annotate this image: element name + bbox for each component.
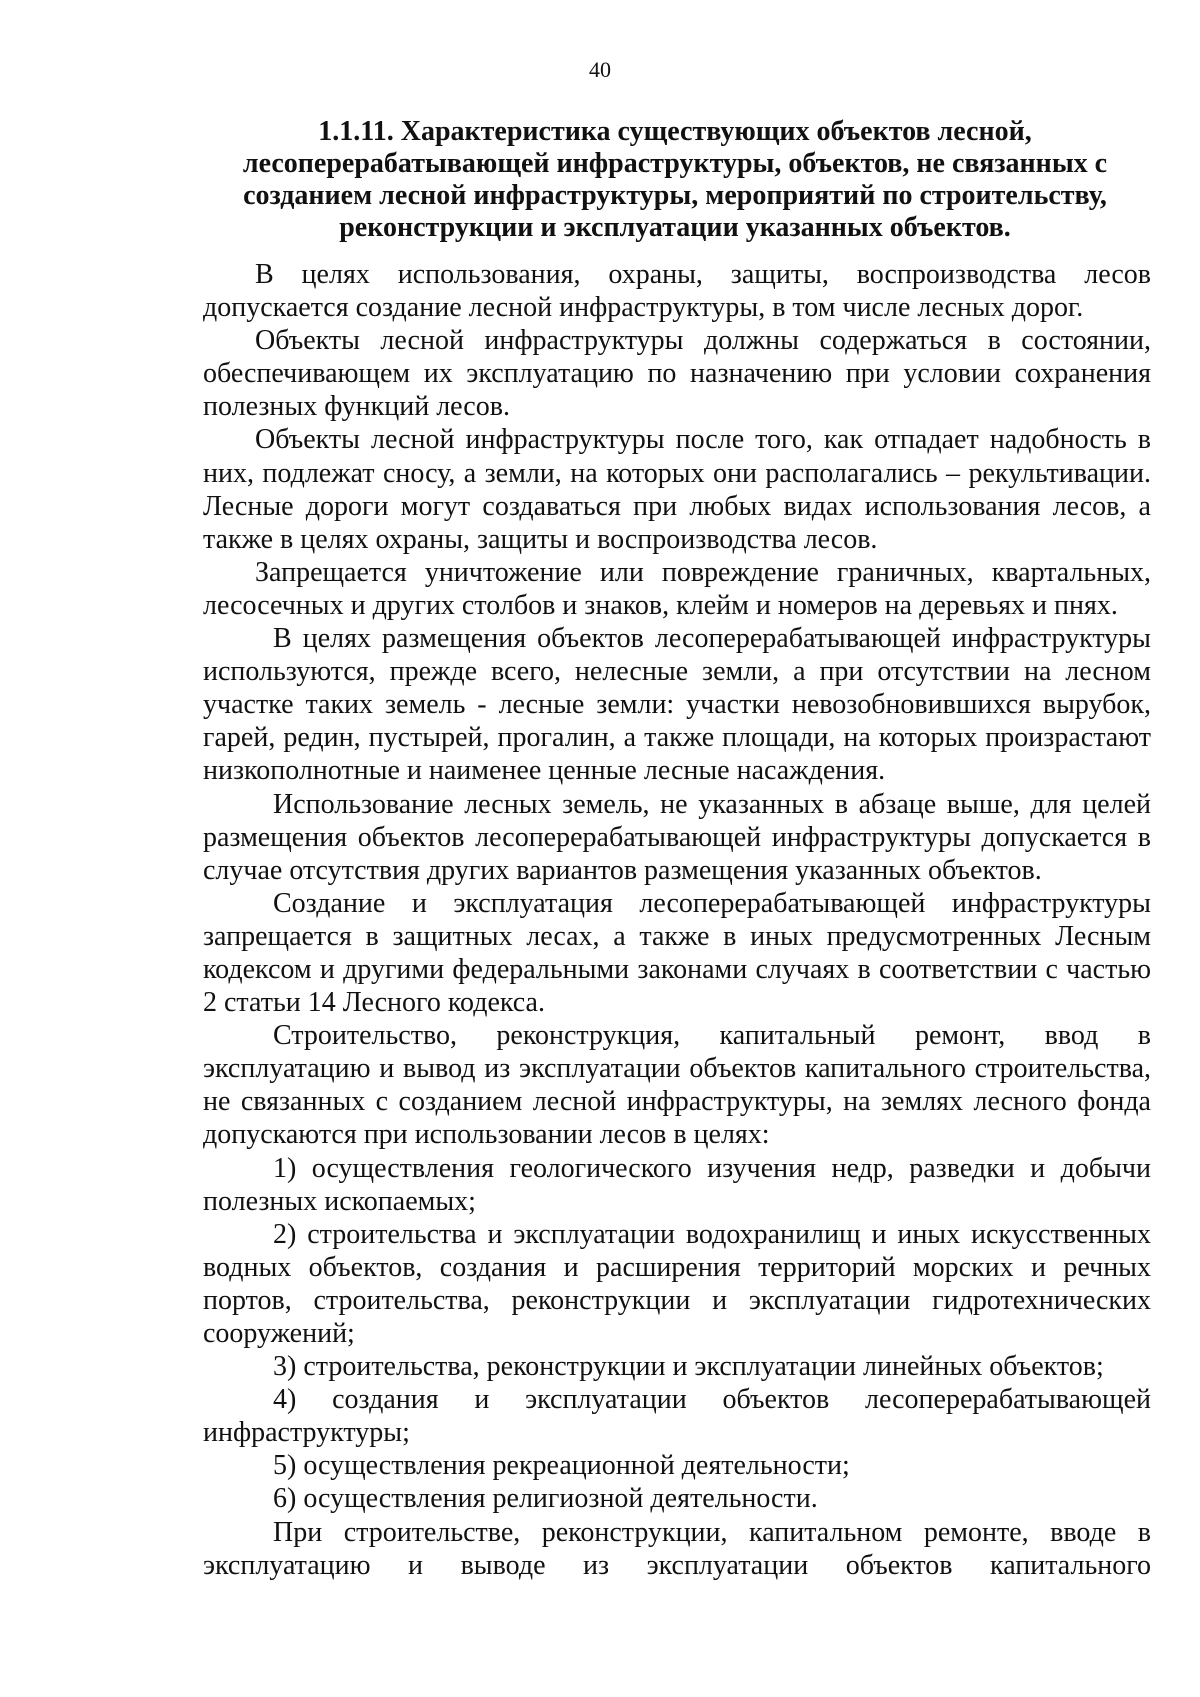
paragraph	[203, 1019, 1151, 1151]
paragraph	[203, 788, 1151, 887]
paragraph-line: запрещается в защитных лесах, а также в иных предусмотренных Лесным	[203, 920, 1151, 952]
title-line: реконструкции и эксплуатации указанных объектов.	[339, 212, 1011, 243]
paragraph-line: Объекты лесной инфраструктуры должны содержаться в состоянии,	[255, 325, 1151, 357]
paragraph	[203, 1152, 1151, 1218]
paragraph-line: 2 статьи 14 Лесного кодекса.	[203, 987, 545, 1019]
paragraph-line: 6) осуществления религиозной деятельности.	[273, 1483, 818, 1515]
paragraph-line: 4) создания и эксплуатации объектов лесоперерабатывающей	[273, 1384, 1151, 1416]
paragraph-line: не связанных с созданием лесной инфраструктуры, на землях лесного фонда	[203, 1086, 1151, 1118]
paragraph-line: При строительстве, реконструкции, капитальном ремонте, вводе в	[273, 1516, 1151, 1548]
paragraph-line: 1) осуществления геологического изучения недр, разведки и добычи	[273, 1152, 1151, 1184]
paragraph-line: также в целях охраны, защиты и воспроизводства лесов.	[203, 523, 878, 555]
paragraph-line: Объекты лесной инфраструктуры после того, как отпадает надобность в	[255, 424, 1151, 456]
paragraph-line: гарей, редин, пустырей, прогалин, а также площади, на которых произрастают	[203, 722, 1151, 754]
paragraph	[203, 622, 1151, 787]
paragraph-line: инфраструктуры;	[203, 1417, 410, 1449]
paragraph-line: В целях использования, охраны, защиты, воспроизводства лесов	[255, 259, 1151, 290]
paragraph-line: размещения объектов лесоперерабатывающей инфраструктуры допускается в	[203, 821, 1151, 853]
paragraph	[203, 1218, 1151, 1350]
paragraph-line: участке таких земель - лесные земли: участки невозобновившихся вырубок,	[203, 689, 1151, 721]
paragraph-line: Запрещается уничтожение или повреждение граничных, квартальных,	[255, 556, 1151, 588]
paragraph	[203, 887, 1151, 1019]
paragraph-line: 5) осуществления рекреационной деятельности;	[273, 1450, 850, 1482]
paragraph-line: них, подлежат сносу, а земли, на которых они располагались – рекультивации.	[203, 457, 1151, 489]
paragraph-line: Лесные дороги могут создаваться при любых видах использования лесов, а	[203, 490, 1151, 522]
paragraph-line: В целях размещения объектов лесоперерабатывающей инфраструктуры	[273, 623, 1151, 655]
paragraph	[203, 1350, 1151, 1383]
paragraph-line: допускаются при использовании лесов в целях:	[203, 1119, 770, 1151]
title-line: 1.1.11. Характеристика существующих объектов лесной,	[318, 116, 1032, 147]
title-line: лесоперерабатывающей инфраструктуры, объектов, не связанных с	[242, 148, 1108, 179]
paragraph	[203, 1482, 1151, 1515]
paragraph	[203, 258, 1151, 324]
section-title	[200, 116, 1150, 244]
paragraph	[203, 1449, 1151, 1482]
paragraph-line: обеспечивающем их эксплуатацию по назначению при условии сохранения	[203, 358, 1151, 390]
paragraph-line: полезных функций лесов.	[203, 391, 510, 423]
paragraph-line: 3) строительства, реконструкции и эксплуатации линейных объектов;	[273, 1351, 1104, 1383]
paragraph-line: эксплуатацию и выводе из эксплуатации объектов капитального	[203, 1549, 1151, 1581]
paragraph	[203, 324, 1151, 423]
paragraph	[203, 1516, 1151, 1582]
paragraph-line: водных объектов, создания и расширения территорий морских и речных	[203, 1251, 1151, 1283]
document-body	[203, 258, 1151, 1582]
paragraph-line: эксплуатацию и вывод из эксплуатации объектов капитального строительства,	[203, 1053, 1151, 1085]
paragraph-line: Создание и эксплуатация лесоперерабатывающей инфраструктуры	[273, 887, 1151, 919]
paragraph-line: лесосечных и других столбов и знаков, клейм и номеров на деревьях и пнях.	[203, 589, 1118, 621]
page-number: 40	[589, 57, 611, 82]
paragraph	[203, 556, 1151, 622]
paragraph-line: полезных ископаемых;	[203, 1185, 476, 1217]
paragraph-line: случае отсутствия других вариантов размещения указанных объектов.	[203, 854, 1042, 886]
paragraph-line: Использование лесных земель, не указанных в абзаце выше, для целей	[273, 788, 1151, 820]
paragraph	[203, 1383, 1151, 1449]
paragraph-line: используются, прежде всего, нелесные земли, а при отсутствии на лесном	[203, 656, 1151, 688]
paragraph-line: допускается создание лесной инфраструктуры, в том числе лесных дорог.	[203, 292, 1084, 324]
paragraph-line: низкополнотные и наименее ценные лесные насаждения.	[203, 755, 886, 787]
paragraph-line: кодексом и другими федеральными законами случаях в соответствии с частью	[203, 953, 1151, 985]
paragraph-line: сооружений;	[203, 1318, 355, 1349]
paragraph-line: Строительство, реконструкция, капитальный ремонт, ввод в	[273, 1020, 1151, 1052]
paragraph-line: 2) строительства и эксплуатации водохранилищ и иных искусственных	[273, 1218, 1151, 1250]
paragraph-line: портов, строительства, реконструкции и эксплуатации гидротехнических	[203, 1284, 1151, 1316]
title-line: созданием лесной инфраструктуры, мероприятий по строительству,	[243, 180, 1107, 211]
paragraph	[203, 423, 1151, 555]
